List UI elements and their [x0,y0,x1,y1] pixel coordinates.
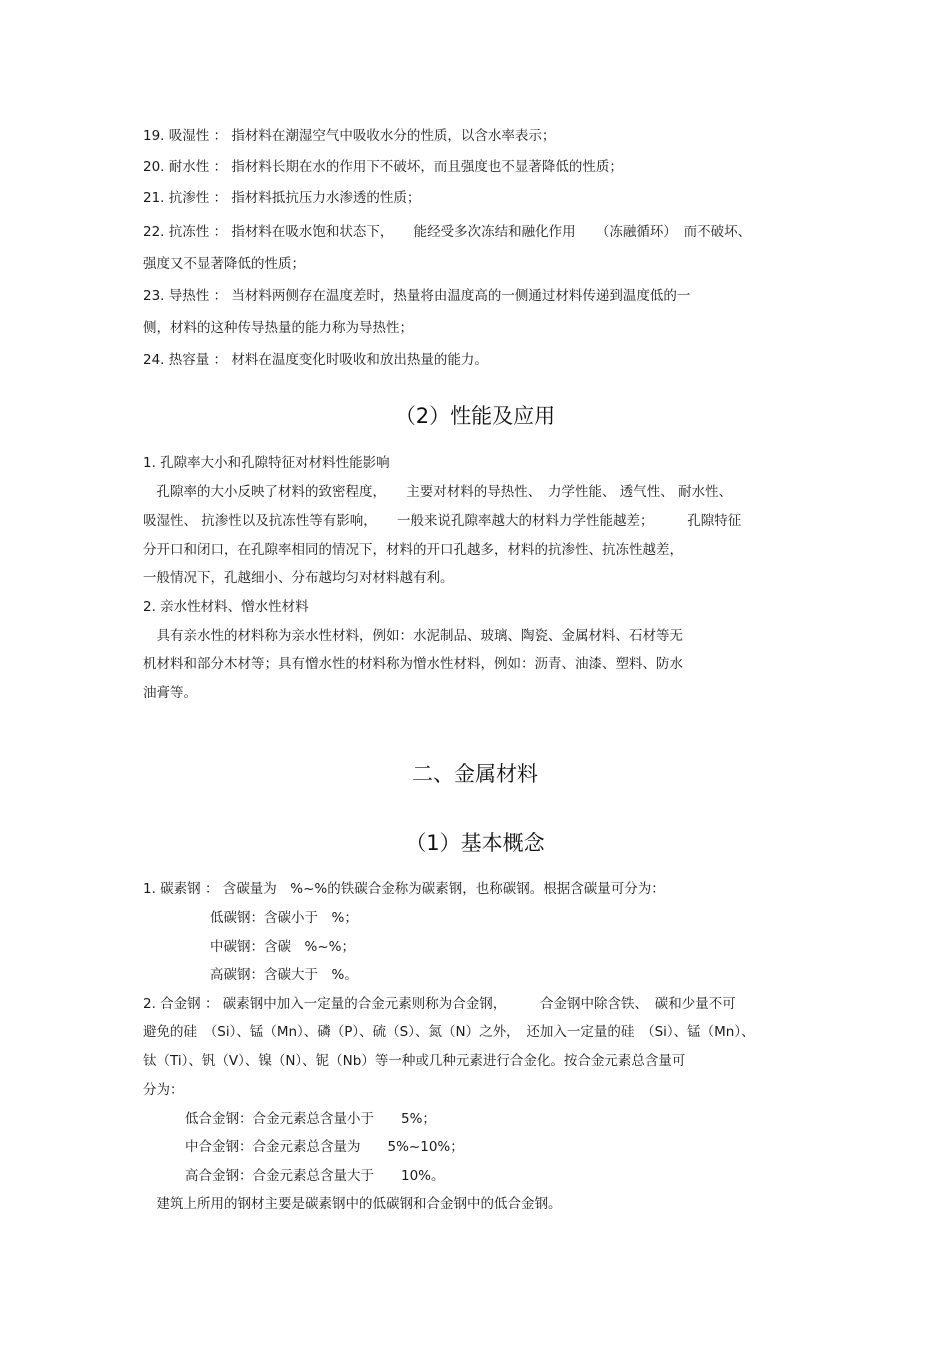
definition-item-23: 23. 导热性 ： 当材料两侧存在温度差时，热量将由温度高的一侧通过材料传递到温度低的一 [143,288,691,304]
definition-item-22-cont: 强度又不显著降低的性质； [143,256,305,272]
paragraph-line: 油膏等。 [143,685,197,701]
definition-item-24: 24. 热容量 ： 材料在温度变化时吸收和放出热量的能力。 [143,352,488,368]
list-item: 高碳钢：含碳大于 %。 [210,967,358,983]
paragraph-line: 孔隙率的大小反映了材料的致密程度， 主要对材料的导热性、 力学性能、 透气性、 耐水性、 [143,484,733,500]
paragraph-line: 分为： [143,1082,184,1098]
paragraph-line: 分开口和闭口，在孔隙率相同的情况下，材料的开口孔越多，材料的抗渗性、抗冻性越差， [143,542,683,558]
paragraph-line: 1. 孔隙率大小和孔隙特征对材料性能影响 [143,455,390,471]
definition-item-21: 21. 抗渗性 ： 指材料抵抗压力水渗透的性质； [143,190,421,206]
paragraph-line: 吸湿性、 抗渗性以及抗冻性等有影响， 一般来说孔隙率越大的材料力学性能越差； 孔隙特征 [143,513,742,529]
list-item: 中合金钢：合金元素总含量为 5%~10%； [185,1139,464,1155]
section-heading-basic-concepts: （1）基本概念 [405,831,545,855]
list-item: 低碳钢：含碳小于 %； [210,910,358,926]
list-item: 中碳钢：含碳 %~%； [210,939,355,955]
paragraph-line: 2. 亲水性材料、憎水性材料 [143,599,309,615]
paragraph-line: 避免的硅 （Si）、锰（Mn）、磷（P）、硫（S）、氮（N）之外， 还加入一定量的硅 （Si）、锰（Mn）、 [143,1024,755,1040]
list-item: 低合金钢：合金元素总含量小于 5%； [185,1111,436,1127]
definition-item-22: 22. 抗冻性 ： 指材料在吸水饱和状态下， 能经受多次冻结和融化作用 （冻融循环） 而不破坏、 [143,224,752,240]
list-item: 高合金钢：合金元素总含量大于 10%。 [185,1168,445,1184]
paragraph-line: 2. 合金钢 ： 碳素钢中加入一定量的合金元素则称为合金钢， 合金钢中除含铁、 碳和少量不可 [143,996,736,1012]
paragraph-line: 钛（Ti）、钒（V）、镍（N）、铌（Nb）等一种或几种元素进行合金化。按合金元素总含量可 [143,1053,686,1069]
paragraph-line: 机材料和部分木材等；具有憎水性的材料称为憎水性材料，例如：沥青、油漆、塑料、防水 [143,656,683,672]
paragraph-line: 1. 碳素钢 ： 含碳量为 %~%的铁碳合金称为碳素钢，也称碳钢。根据含碳量可分为： [143,881,665,897]
definition-item-23-cont: 侧，材料的这种传导热量的能力称为导热性； [143,320,413,336]
paragraph-line: 一般情况下，孔越细小、分布越均匀对材料越有利。 [143,570,454,586]
definition-item-20: 20. 耐水性 ： 指材料长期在水的作用下不破坏，而且强度也不显著降低的性质； [143,159,623,175]
paragraph-line: 建筑上所用的钢材主要是碳素钢中的低碳钢和合金钢中的低合金钢。 [143,1196,562,1212]
definition-item-19: 19. 吸湿性 ： 指材料在潮湿空气中吸收水分的性质，以含水率表示； [143,128,556,144]
section-heading-performance: （2）性能及应用 [394,404,556,428]
chapter-heading-metal-materials: 二、金属材料 [412,762,538,786]
paragraph-line: 具有亲水性的材料称为亲水性材料，例如：水泥制品、玻璃、陶瓷、金属材料、石材等无 [143,628,683,644]
